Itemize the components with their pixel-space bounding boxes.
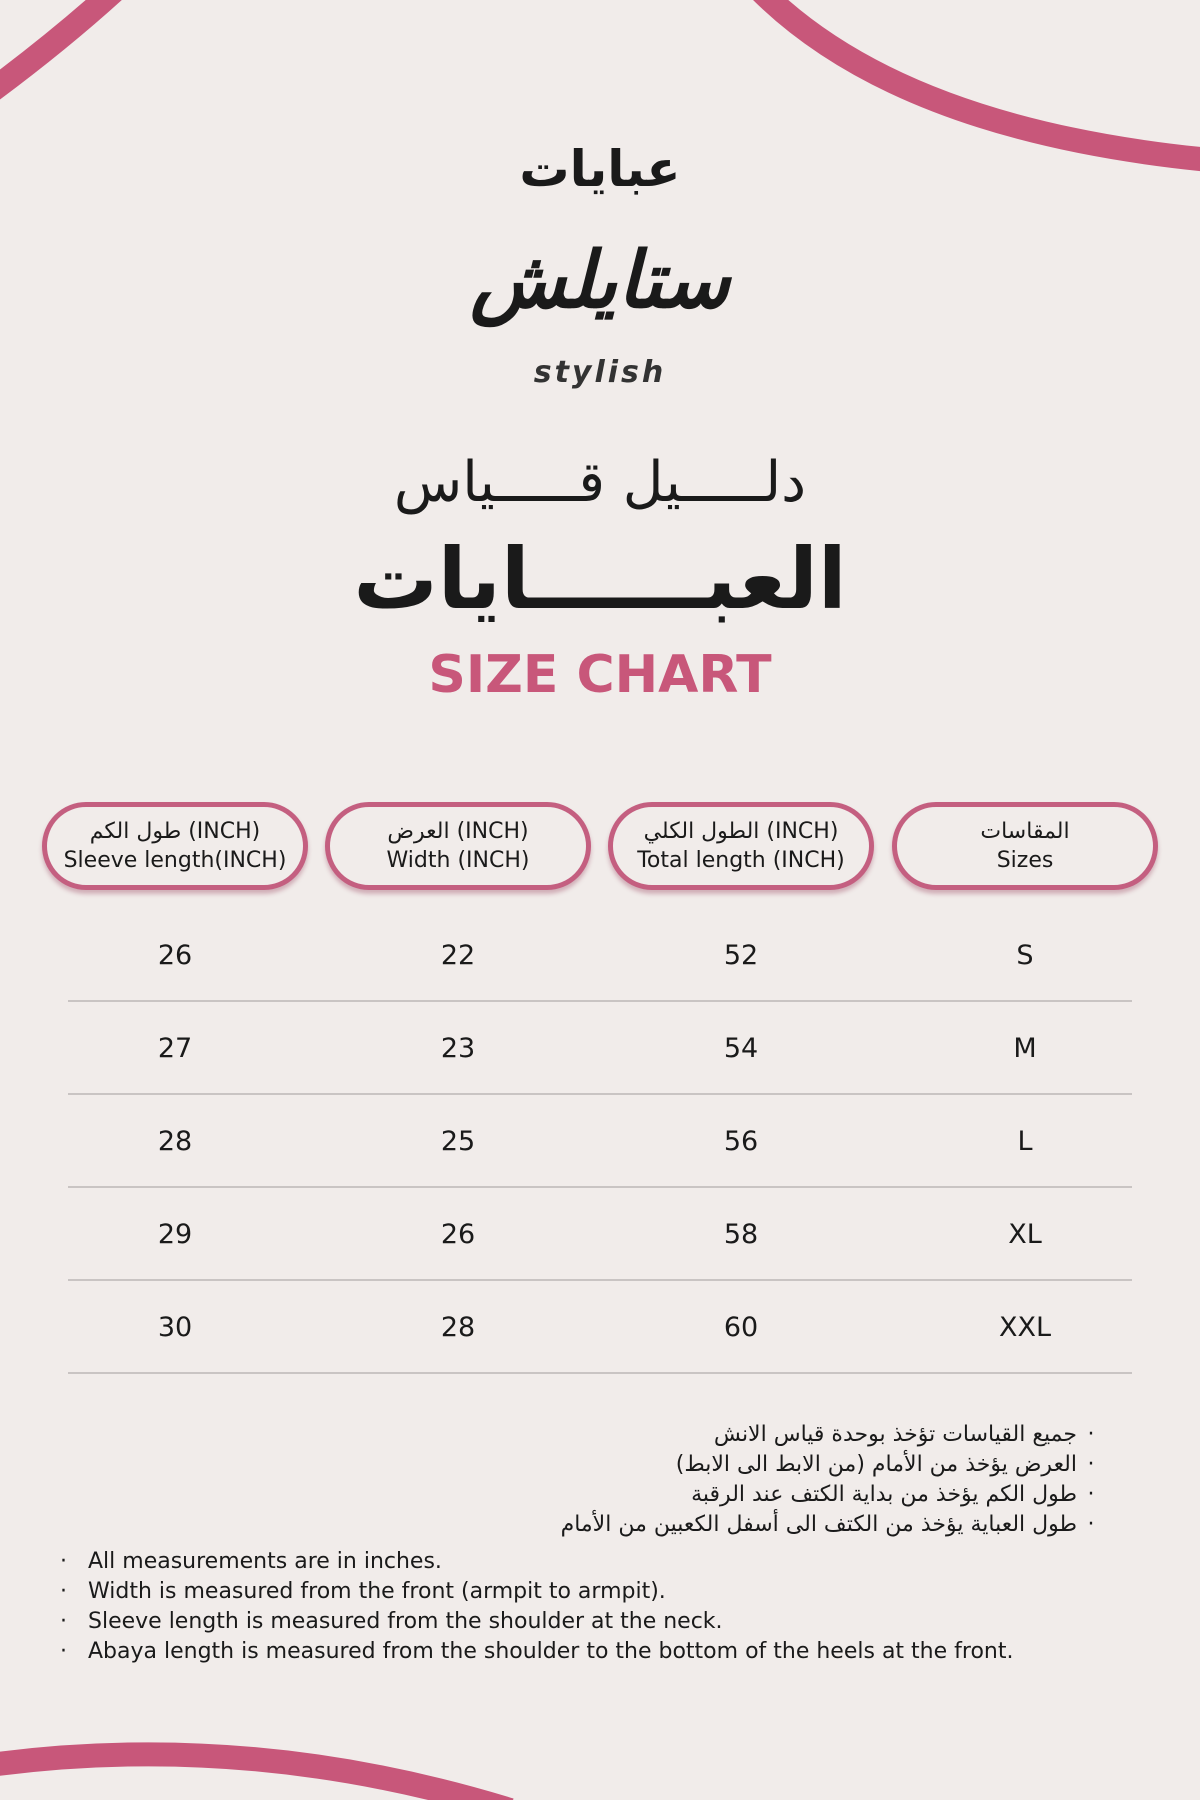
table-cell: 26 [157, 940, 193, 971]
brand-latin: stylish [533, 355, 667, 390]
row-divider [68, 1000, 1132, 1002]
table-cell: 30 [157, 1312, 193, 1343]
decor-arc-bottom [0, 1754, 510, 1800]
note-ar: · جميع القياسات تؤخذ بوحدة قياس الانش [561, 1420, 1105, 1450]
header-width [325, 802, 591, 890]
table-cell: 22 [440, 940, 476, 971]
note-en: · Sleeve length is measured from the shoulder at the neck. [60, 1607, 1140, 1637]
title-size-chart: SIZE CHART [428, 645, 772, 705]
note-ar: · طول الكم يؤخذ من بداية الكتف عند الرقبة [561, 1480, 1105, 1510]
title-arabic-line2: العبــــــايات [353, 530, 847, 628]
table-cell: L [1017, 1126, 1033, 1157]
note-ar: · العرض يؤخذ من الأمام (من الابط الى الابط) [561, 1450, 1105, 1480]
table-cell: 52 [723, 940, 759, 971]
header-en: Width (INCH) [386, 848, 530, 873]
note-en: · Abaya length is measured from the shoulder to the bottom of the heels at the front. [60, 1637, 1140, 1667]
header-sizes [892, 802, 1158, 890]
decor-arc-top-right [760, 0, 1200, 160]
row-divider [68, 1372, 1132, 1374]
header-ar: الطول الكلي (INCH) [643, 819, 839, 844]
note-en: · Width is measured from the front (armpit to armpit). [60, 1577, 1140, 1607]
table-cell: 28 [157, 1126, 193, 1157]
table-cell: S [1016, 940, 1034, 971]
header-sleeve-length [42, 802, 308, 890]
table-cell: 25 [440, 1126, 476, 1157]
table-cell: 29 [157, 1219, 193, 1250]
table-cell: 26 [440, 1219, 476, 1250]
table-cell: 23 [440, 1033, 476, 1064]
header-en: Sleeve length(INCH) [63, 848, 287, 873]
note-ar: · طول العباية يؤخذ من الكتف الى أسفل الكعبين من الأمام [561, 1510, 1105, 1540]
decor-arc-top-left [0, 0, 115, 92]
table-cell: 58 [723, 1219, 759, 1250]
table-cell: XL [1008, 1219, 1042, 1250]
header-en: Sizes [996, 848, 1054, 873]
table-cell: XXL [998, 1312, 1052, 1343]
table-cell: 56 [723, 1126, 759, 1157]
table-cell: 27 [157, 1033, 193, 1064]
row-divider [68, 1279, 1132, 1281]
brand-logo-script: ستايلش [470, 235, 730, 326]
row-divider [68, 1186, 1132, 1188]
header-ar: العرض (INCH) [387, 819, 529, 844]
table-cell: 28 [440, 1312, 476, 1343]
row-divider [68, 1093, 1132, 1095]
table-cell: 54 [723, 1033, 759, 1064]
note-en: · All measurements are in inches. [60, 1547, 1140, 1577]
header-ar: طول الكم (INCH) [89, 819, 261, 844]
notes-english [60, 1547, 1140, 1667]
table-cell: 60 [723, 1312, 759, 1343]
notes-arabic [561, 1420, 1105, 1540]
header-en: Total length (INCH) [637, 848, 845, 873]
brand-arabic-top: عبايات [519, 140, 681, 198]
header-total-length [608, 802, 874, 890]
title-arabic-line1: دلـــــيل قـــــياس [393, 450, 807, 515]
header-ar: المقاسات [980, 819, 1070, 844]
table-cell: M [1013, 1033, 1037, 1064]
